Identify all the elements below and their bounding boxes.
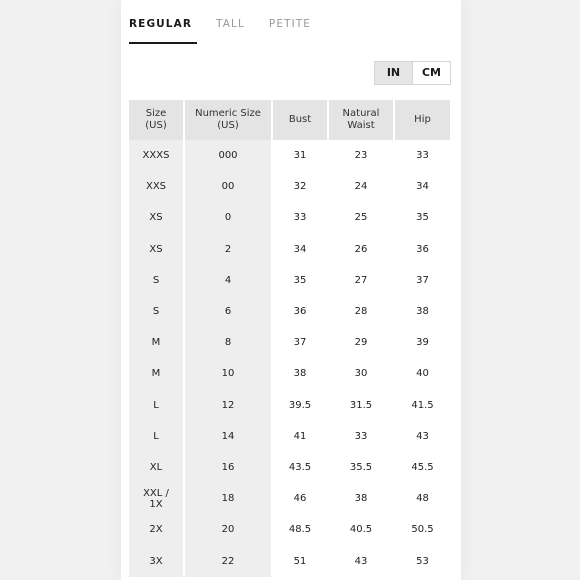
- cell-bust: 34: [272, 234, 328, 265]
- cell-size-us: M: [129, 358, 184, 389]
- cell-hip: 48: [394, 483, 450, 514]
- cell-size-us: L: [129, 421, 184, 452]
- cell-numeric-size: 0: [184, 202, 272, 233]
- cell-bust: 36: [272, 296, 328, 327]
- cell-numeric-size: 00: [184, 171, 272, 202]
- cell-size-us: XXXS: [129, 140, 184, 171]
- table-row: [129, 514, 450, 545]
- cell-natural-waist: 40.5: [328, 514, 394, 545]
- cell-natural-waist: 27: [328, 265, 394, 296]
- table-row: [129, 452, 450, 483]
- header-natural-waist: [328, 100, 394, 140]
- cell-numeric-size: 000: [184, 140, 272, 171]
- tab-petite[interactable]: PETITE: [268, 18, 312, 30]
- cell-hip: 35: [394, 202, 450, 233]
- cell-hip: 53: [394, 545, 450, 576]
- cell-size-us: L: [129, 390, 184, 421]
- header-bust: [272, 100, 328, 140]
- cell-natural-waist: 29: [328, 327, 394, 358]
- cell-numeric-size: 14: [184, 421, 272, 452]
- cell-bust: 39.5: [272, 390, 328, 421]
- cell-natural-waist: 30: [328, 358, 394, 389]
- cell-size-us: XXL / 1X: [129, 483, 184, 514]
- table-row: [129, 171, 450, 202]
- table-header-row: [129, 100, 450, 140]
- cell-natural-waist: 43: [328, 545, 394, 576]
- cell-size-us: M: [129, 327, 184, 358]
- cell-natural-waist: 31.5: [328, 390, 394, 421]
- cell-numeric-size: 4: [184, 265, 272, 296]
- table-row: [129, 296, 450, 327]
- cell-size-us: S: [129, 296, 184, 327]
- table-row: [129, 421, 450, 452]
- unit-in-button[interactable]: IN: [375, 62, 412, 84]
- cell-numeric-size: 16: [184, 452, 272, 483]
- tab-regular[interactable]: REGULAR: [129, 18, 193, 30]
- cell-natural-waist: 33: [328, 421, 394, 452]
- cell-numeric-size: 12: [184, 390, 272, 421]
- table-row: [129, 140, 450, 171]
- size-chart-panel: [121, 0, 461, 580]
- header-size-us: [129, 100, 184, 140]
- cell-natural-waist: 26: [328, 234, 394, 265]
- cell-bust: 48.5: [272, 514, 328, 545]
- cell-natural-waist: 28: [328, 296, 394, 327]
- cell-bust: 51: [272, 545, 328, 576]
- unit-toggle: [374, 61, 451, 85]
- cell-size-us: XS: [129, 234, 184, 265]
- cell-size-us: XS: [129, 202, 184, 233]
- cell-bust: 35: [272, 265, 328, 296]
- cell-natural-waist: 23: [328, 140, 394, 171]
- cell-bust: 32: [272, 171, 328, 202]
- active-tab-indicator: [129, 42, 197, 44]
- cell-numeric-size: 10: [184, 358, 272, 389]
- size-table: [129, 100, 450, 577]
- cell-numeric-size: 20: [184, 514, 272, 545]
- cell-bust: 38: [272, 358, 328, 389]
- cell-hip: 41.5: [394, 390, 450, 421]
- header-numeric-size-us: [184, 100, 272, 140]
- cell-hip: 33: [394, 140, 450, 171]
- cell-hip: 39: [394, 327, 450, 358]
- table-body: [129, 140, 450, 577]
- cell-hip: 50.5: [394, 514, 450, 545]
- column-header-label: Hip: [414, 114, 431, 125]
- table-row: [129, 202, 450, 233]
- cell-size-us: XL: [129, 452, 184, 483]
- table-row: [129, 234, 450, 265]
- cell-size-us: 2X: [129, 514, 184, 545]
- cell-size-us: 3X: [129, 545, 184, 576]
- cell-hip: 40: [394, 358, 450, 389]
- table-row: [129, 358, 450, 389]
- header-hip: [394, 100, 450, 140]
- table-row: [129, 483, 450, 514]
- cell-bust: 43.5: [272, 452, 328, 483]
- cell-numeric-size: 6: [184, 296, 272, 327]
- cell-natural-waist: 35.5: [328, 452, 394, 483]
- cell-bust: 31: [272, 140, 328, 171]
- table-row: [129, 327, 450, 358]
- cell-hip: 34: [394, 171, 450, 202]
- cell-size-us: S: [129, 265, 184, 296]
- column-header-label: Size (US): [145, 108, 167, 131]
- table-row: [129, 390, 450, 421]
- column-header-label: Bust: [288, 114, 312, 125]
- column-header-label: Numeric Size (US): [195, 108, 261, 131]
- cell-bust: 41: [272, 421, 328, 452]
- cell-natural-waist: 38: [328, 483, 394, 514]
- cell-bust: 37: [272, 327, 328, 358]
- table-row: [129, 265, 450, 296]
- cell-hip: 36: [394, 234, 450, 265]
- cell-natural-waist: 24: [328, 171, 394, 202]
- cell-hip: 45.5: [394, 452, 450, 483]
- tab-tall[interactable]: TALL: [216, 18, 245, 30]
- cell-hip: 43: [394, 421, 450, 452]
- table-row: [129, 545, 450, 576]
- cell-numeric-size: 22: [184, 545, 272, 576]
- cell-bust: 46: [272, 483, 328, 514]
- cell-bust: 33: [272, 202, 328, 233]
- unit-cm-button[interactable]: CM: [412, 62, 450, 84]
- cell-size-us: XXS: [129, 171, 184, 202]
- cell-hip: 38: [394, 296, 450, 327]
- fit-tabs: [129, 14, 335, 44]
- cell-numeric-size: 8: [184, 327, 272, 358]
- cell-natural-waist: 25: [328, 202, 394, 233]
- cell-hip: 37: [394, 265, 450, 296]
- column-header-label: Natural Waist: [342, 108, 380, 131]
- cell-numeric-size: 2: [184, 234, 272, 265]
- cell-numeric-size: 18: [184, 483, 272, 514]
